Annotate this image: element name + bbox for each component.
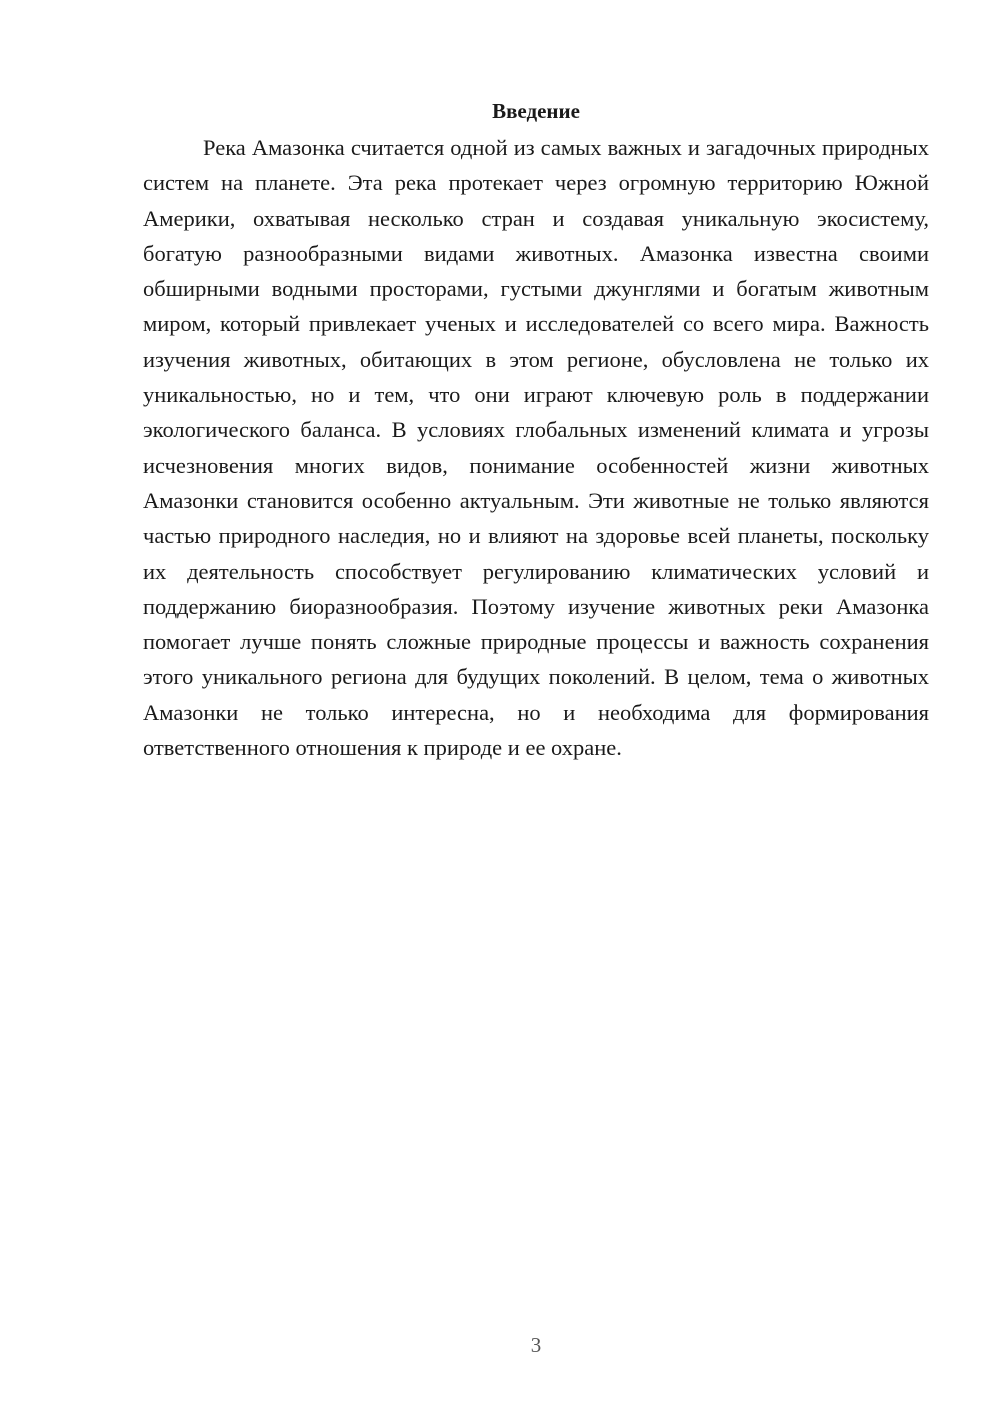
body-paragraph: Река Амазонка считается одной из самых важных и загадочных природных систем на планете. Эта река протекает через огромную территорию Южной Америки, охватывая несколько стран и создавая уникальную экосистему, богатую разнообразными видами животных. Амазонка известна своими обширными водными просторами, густыми джунглями и богатым животным миром, который привлекает ученых и исследователей со всего мира. Важность изучения животных, обитающих в этом регионе, обусловлена не только их уникальностью, но и тем, что они играют ключевую роль в поддержании экологического баланса. В условиях глобальных изменений климата и угрозы исчезновения многих видов, понимание особенностей жизни животных Амазонки становится особенно актуальным. Эти животные не только являются частью природного наследия, но и влияют на здоровье всей планеты, поскольку их деятельность способствует регулированию климатических условий и поддержанию биоразнообразия. Поэтому изучение животных реки Амазонка помогает лучше понять сложные природные процессы и важность сохранения этого уникального региона для будущих поколений. В целом, тема о животных Амазонки не только интересна, но и необходима для формирования ответственного отношения к природе и ее охране. — [143, 135, 929, 761]
page-content — [143, 95, 929, 765]
page-number: 3 — [530, 1333, 542, 1357]
section-title: Введение — [492, 99, 580, 123]
